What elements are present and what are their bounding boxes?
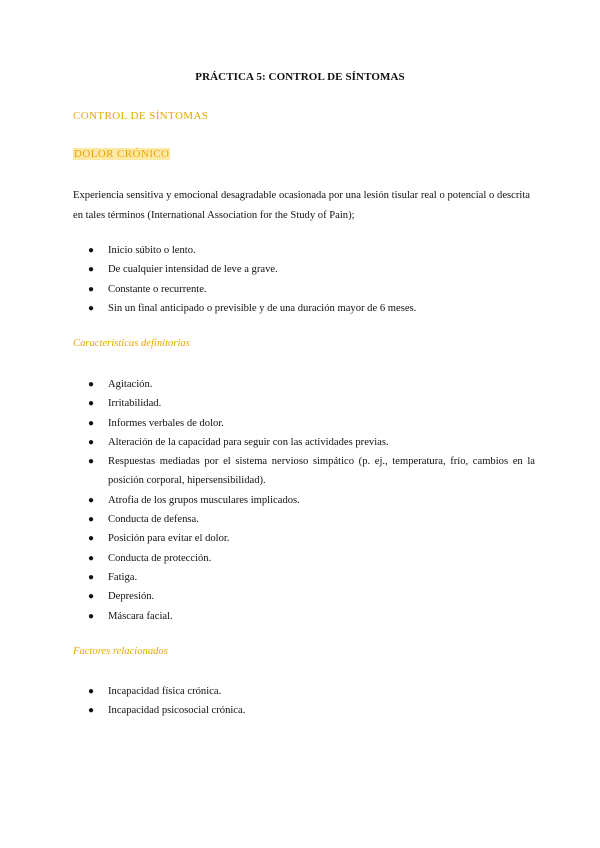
list-item: ● Depresión. bbox=[73, 587, 535, 606]
list-item: ● Respuestas mediadas por el sistema nervioso simpático (p. ej., temperatura, frío, cambios en la posición corporal, hipersensibilidad). bbox=[73, 452, 535, 491]
list-item: ● Informes verbales de dolor. bbox=[73, 414, 535, 433]
bullet-icon: ● bbox=[88, 686, 95, 697]
bullet-icon: ● bbox=[88, 610, 95, 622]
bullet-icon: ● bbox=[88, 283, 95, 295]
factors-heading: Factores relacionados bbox=[73, 646, 168, 657]
definition-paragraph: Experiencia sensitiva y emocional desagradable ocasionada por una lesión tisular real o potencial o descrita en tales términos (International Association for the Study of Pain); bbox=[73, 190, 530, 221]
list-item: ● Posición para evitar el dolor. bbox=[73, 529, 535, 548]
bullet-icon: ● bbox=[88, 533, 95, 545]
list-item: ● Irritabilidad. bbox=[73, 394, 535, 413]
list-item: ● Conducta de defensa. bbox=[73, 510, 535, 529]
bullet-icon: ● bbox=[88, 436, 95, 448]
bullet-icon: ● bbox=[88, 494, 95, 506]
list-item: ● Inicio súbito o lento. bbox=[73, 241, 535, 260]
characteristics-list bbox=[73, 375, 535, 626]
list-item: ● De cualquier intensidad de leve a grave. bbox=[73, 260, 535, 279]
list-item: ● Constante o recurrente. bbox=[73, 280, 535, 299]
section-heading: CONTROL DE SÍNTOMAS bbox=[73, 110, 209, 122]
list-item: ● Incapacidad física crónica. bbox=[73, 682, 535, 701]
bullet-icon: ● bbox=[88, 552, 95, 564]
bullet-icon: ● bbox=[88, 514, 95, 526]
bullet-icon: ● bbox=[88, 245, 95, 256]
bullet-icon: ● bbox=[88, 456, 95, 468]
bullet-icon: ● bbox=[88, 379, 95, 390]
bullet-icon: ● bbox=[88, 264, 95, 276]
definition-points-list bbox=[73, 241, 535, 318]
list-item: ● Sin un final anticipado o previsible y de una duración mayor de 6 meses. bbox=[73, 299, 535, 318]
bullet-icon: ● bbox=[88, 571, 95, 583]
list-item: ● Atrofia de los grupos musculares implicados. bbox=[73, 491, 535, 510]
bullet-icon: ● bbox=[88, 591, 95, 603]
list-item: ● Máscara facial. bbox=[73, 607, 535, 626]
list-item: ● Fatiga. bbox=[73, 568, 535, 587]
bullet-icon: ● bbox=[88, 705, 95, 717]
bullet-icon: ● bbox=[88, 398, 95, 410]
list-item: ● Incapacidad psicosocial crónica. bbox=[73, 701, 535, 720]
list-item: ● Agitación. bbox=[73, 375, 535, 394]
page-title: PRÁCTICA 5: CONTROL DE SÍNTOMAS bbox=[195, 71, 405, 83]
list-item: ● Conducta de protección. bbox=[73, 549, 535, 568]
list-item: ● Alteración de la capacidad para seguir con las actividades previas. bbox=[73, 433, 535, 452]
characteristics-heading: Características definitorias bbox=[73, 338, 190, 349]
factors-list bbox=[73, 682, 535, 721]
subsection-heading: DOLOR CRÓNICO bbox=[74, 148, 170, 160]
bullet-icon: ● bbox=[88, 302, 95, 314]
bullet-icon: ● bbox=[88, 417, 95, 429]
